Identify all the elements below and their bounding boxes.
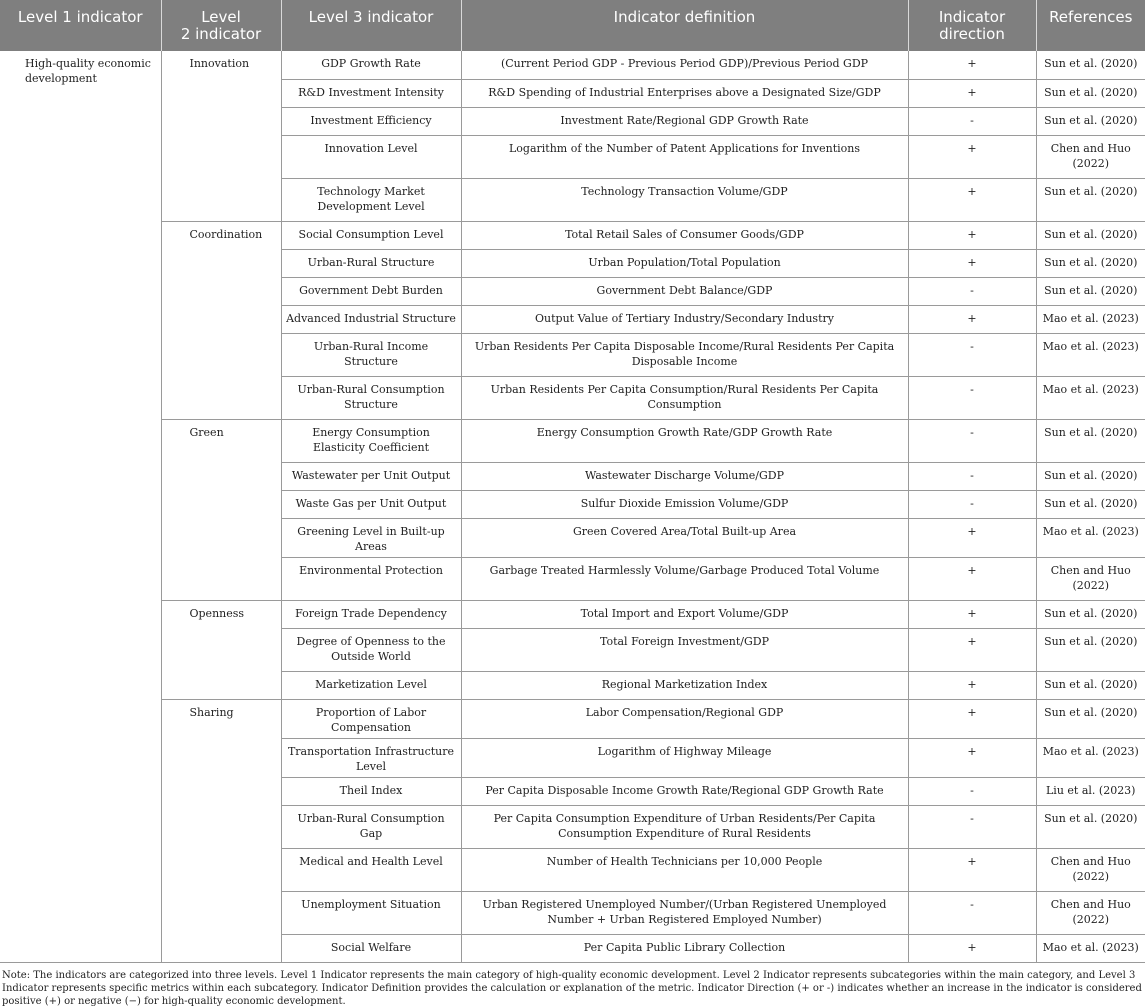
level3-cell: Unemployment Situation [281, 891, 461, 934]
reference-cell: Sun et al. (2020) [1036, 51, 1145, 79]
reference-cell: Sun et al. (2020) [1036, 490, 1145, 518]
header-level1: Level 1 indicator [0, 0, 161, 51]
level3-cell: Social Welfare [281, 934, 461, 962]
direction-cell: + [908, 221, 1036, 249]
level3-cell: Wastewater per Unit Output [281, 462, 461, 490]
level2-cell: Openness [161, 600, 281, 699]
direction-cell: - [908, 891, 1036, 934]
direction-cell: + [908, 135, 1036, 178]
level3-cell: Proportion of Labor Compensation [281, 699, 461, 738]
direction-cell: - [908, 805, 1036, 848]
direction-cell: + [908, 600, 1036, 628]
direction-cell: + [908, 934, 1036, 962]
reference-cell: Sun et al. (2020) [1036, 805, 1145, 848]
definition-cell: Number of Health Technicians per 10,000 People [461, 848, 908, 891]
reference-cell: Sun et al. (2020) [1036, 221, 1145, 249]
level3-cell: Environmental Protection [281, 557, 461, 600]
direction-cell: - [908, 462, 1036, 490]
definition-cell: R&D Spending of Industrial Enterprises above a Designated Size/GDP [461, 79, 908, 107]
direction-cell: + [908, 699, 1036, 738]
direction-cell: + [908, 518, 1036, 557]
level3-cell: Transportation Infrastructure Level [281, 738, 461, 777]
direction-cell: - [908, 419, 1036, 462]
definition-cell: Garbage Treated Harmlessly Volume/Garbage Produced Total Volume [461, 557, 908, 600]
definition-cell: (Current Period GDP - Previous Period GDP)/Previous Period GDP [461, 51, 908, 79]
direction-cell: + [908, 738, 1036, 777]
direction-cell: + [908, 557, 1036, 600]
direction-cell: - [908, 107, 1036, 135]
direction-cell: + [908, 51, 1036, 79]
level3-cell: Technology Market Development Level [281, 178, 461, 221]
reference-cell: Sun et al. (2020) [1036, 277, 1145, 305]
reference-cell: Sun et al. (2020) [1036, 462, 1145, 490]
level3-cell: Medical and Health Level [281, 848, 461, 891]
direction-cell: - [908, 376, 1036, 419]
level3-cell: Marketization Level [281, 671, 461, 699]
level3-cell: Foreign Trade Dependency [281, 600, 461, 628]
level3-cell: Energy Consumption Elasticity Coefficient [281, 419, 461, 462]
level3-cell: Urban-Rural Income Structure [281, 333, 461, 376]
definition-cell: Urban Population/Total Population [461, 249, 908, 277]
level3-cell: Urban-Rural Consumption Gap [281, 805, 461, 848]
table-row [0, 51, 1145, 79]
definition-cell: Regional Marketization Index [461, 671, 908, 699]
level2-cell: Innovation [161, 51, 281, 221]
table-row [0, 221, 1145, 249]
table-row [0, 600, 1145, 628]
level3-cell: Degree of Openness to the Outside World [281, 628, 461, 671]
direction-cell: + [908, 628, 1036, 671]
definition-cell: Total Import and Export Volume/GDP [461, 600, 908, 628]
definition-cell: Total Foreign Investment/GDP [461, 628, 908, 671]
definition-cell: Per Capita Disposable Income Growth Rate/Regional GDP Growth Rate [461, 777, 908, 805]
definition-cell: Total Retail Sales of Consumer Goods/GDP [461, 221, 908, 249]
level3-cell: Innovation Level [281, 135, 461, 178]
level3-cell: Urban-Rural Structure [281, 249, 461, 277]
definition-cell: Labor Compensation/Regional GDP [461, 699, 908, 738]
level3-cell: Greening Level in Built-up Areas [281, 518, 461, 557]
definition-cell: Urban Residents Per Capita Disposable Income/Rural Residents Per Capita Disposable Income [461, 333, 908, 376]
reference-cell: Mao et al. (2023) [1036, 376, 1145, 419]
header-definition: Indicator definition [461, 0, 908, 51]
reference-cell: Sun et al. (2020) [1036, 699, 1145, 738]
direction-cell: + [908, 79, 1036, 107]
definition-cell: Investment Rate/Regional GDP Growth Rate [461, 107, 908, 135]
reference-cell: Sun et al. (2020) [1036, 600, 1145, 628]
definition-cell: Logarithm of the Number of Patent Applications for Inventions [461, 135, 908, 178]
reference-cell: Mao et al. (2023) [1036, 333, 1145, 376]
direction-cell: + [908, 671, 1036, 699]
definition-cell: Urban Residents Per Capita Consumption/Rural Residents Per Capita Consumption [461, 376, 908, 419]
reference-cell: Liu et al. (2023) [1036, 777, 1145, 805]
reference-cell: Sun et al. (2020) [1036, 249, 1145, 277]
level3-cell: GDP Growth Rate [281, 51, 461, 79]
table-row [0, 699, 1145, 738]
reference-cell: Sun et al. (2020) [1036, 79, 1145, 107]
reference-cell: Sun et al. (2020) [1036, 628, 1145, 671]
direction-cell: + [908, 305, 1036, 333]
level3-cell: Advanced Industrial Structure [281, 305, 461, 333]
reference-cell: Mao et al. (2023) [1036, 518, 1145, 557]
definition-cell: Green Covered Area/Total Built-up Area [461, 518, 908, 557]
header-level3: Level 3 indicator [281, 0, 461, 51]
reference-cell: Mao et al. (2023) [1036, 305, 1145, 333]
direction-cell: + [908, 848, 1036, 891]
direction-cell: - [908, 490, 1036, 518]
definition-cell: Per Capita Consumption Expenditure of Urban Residents/Per Capita Consumption Expenditure of Rural Residents [461, 805, 908, 848]
definition-cell: Per Capita Public Library Collection [461, 934, 908, 962]
reference-cell: Mao et al. (2023) [1036, 934, 1145, 962]
level2-cell: Sharing [161, 699, 281, 962]
definition-cell: Output Value of Tertiary Industry/Secondary Industry [461, 305, 908, 333]
table-row [0, 419, 1145, 462]
reference-cell: Chen and Huo (2022) [1036, 135, 1145, 178]
direction-cell: - [908, 333, 1036, 376]
reference-cell: Chen and Huo (2022) [1036, 891, 1145, 934]
header-references: References [1049, 8, 1133, 26]
level3-cell: Social Consumption Level [281, 221, 461, 249]
direction-cell: - [908, 277, 1036, 305]
definition-cell: Wastewater Discharge Volume/GDP [461, 462, 908, 490]
reference-cell: Mao et al. (2023) [1036, 738, 1145, 777]
level2-cell: Coordination [161, 221, 281, 419]
header-level2: Level 2 indicator [161, 0, 281, 51]
reference-cell: Chen and Huo (2022) [1036, 557, 1145, 600]
definition-cell: Technology Transaction Volume/GDP [461, 178, 908, 221]
direction-cell: - [908, 777, 1036, 805]
level3-cell: R&D Investment Intensity [281, 79, 461, 107]
level3-cell: Investment Efficiency [281, 107, 461, 135]
header-direction: Indicator direction [908, 0, 1036, 51]
definition-cell: Logarithm of Highway Mileage [461, 738, 908, 777]
definition-cell: Energy Consumption Growth Rate/GDP Growth Rate [461, 419, 908, 462]
reference-cell: Sun et al. (2020) [1036, 671, 1145, 699]
definition-cell: Urban Registered Unemployed Number/(Urban Registered Unemployed Number + Urban Registered Employed Number) [461, 891, 908, 934]
level2-cell: Green [161, 419, 281, 600]
direction-cell: + [908, 249, 1036, 277]
level3-cell: Urban-Rural Consumption Structure [281, 376, 461, 419]
reference-cell: Chen and Huo (2022) [1036, 848, 1145, 891]
table-body [0, 51, 1145, 962]
table-note: Note: The indicators are categorized into three levels. Level 1 Indicator represents the main category of high-quality economic development. Level 2 Indicator represents subcategories within the main category, and Level 3 Indicator represents specific metrics within each subcategory. Indicator Definition provides the calculation or explanation of the metric. Indicator Direction (+ or -) indicates whether an increase in the indicator is considered positive (+) or negative (−) for high-quality economic development. [2, 969, 1142, 1007]
table-header [0, 0, 1145, 51]
level1-cell: High-quality economic development [0, 51, 161, 962]
reference-cell: Sun et al. (2020) [1036, 107, 1145, 135]
definition-cell: Sulfur Dioxide Emission Volume/GDP [461, 490, 908, 518]
reference-cell: Sun et al. (2020) [1036, 419, 1145, 462]
direction-cell: + [908, 178, 1036, 221]
level3-cell: Government Debt Burden [281, 277, 461, 305]
definition-cell: Government Debt Balance/GDP [461, 277, 908, 305]
level3-cell: Theil Index [281, 777, 461, 805]
level3-cell: Waste Gas per Unit Output [281, 490, 461, 518]
reference-cell: Sun et al. (2020) [1036, 178, 1145, 221]
